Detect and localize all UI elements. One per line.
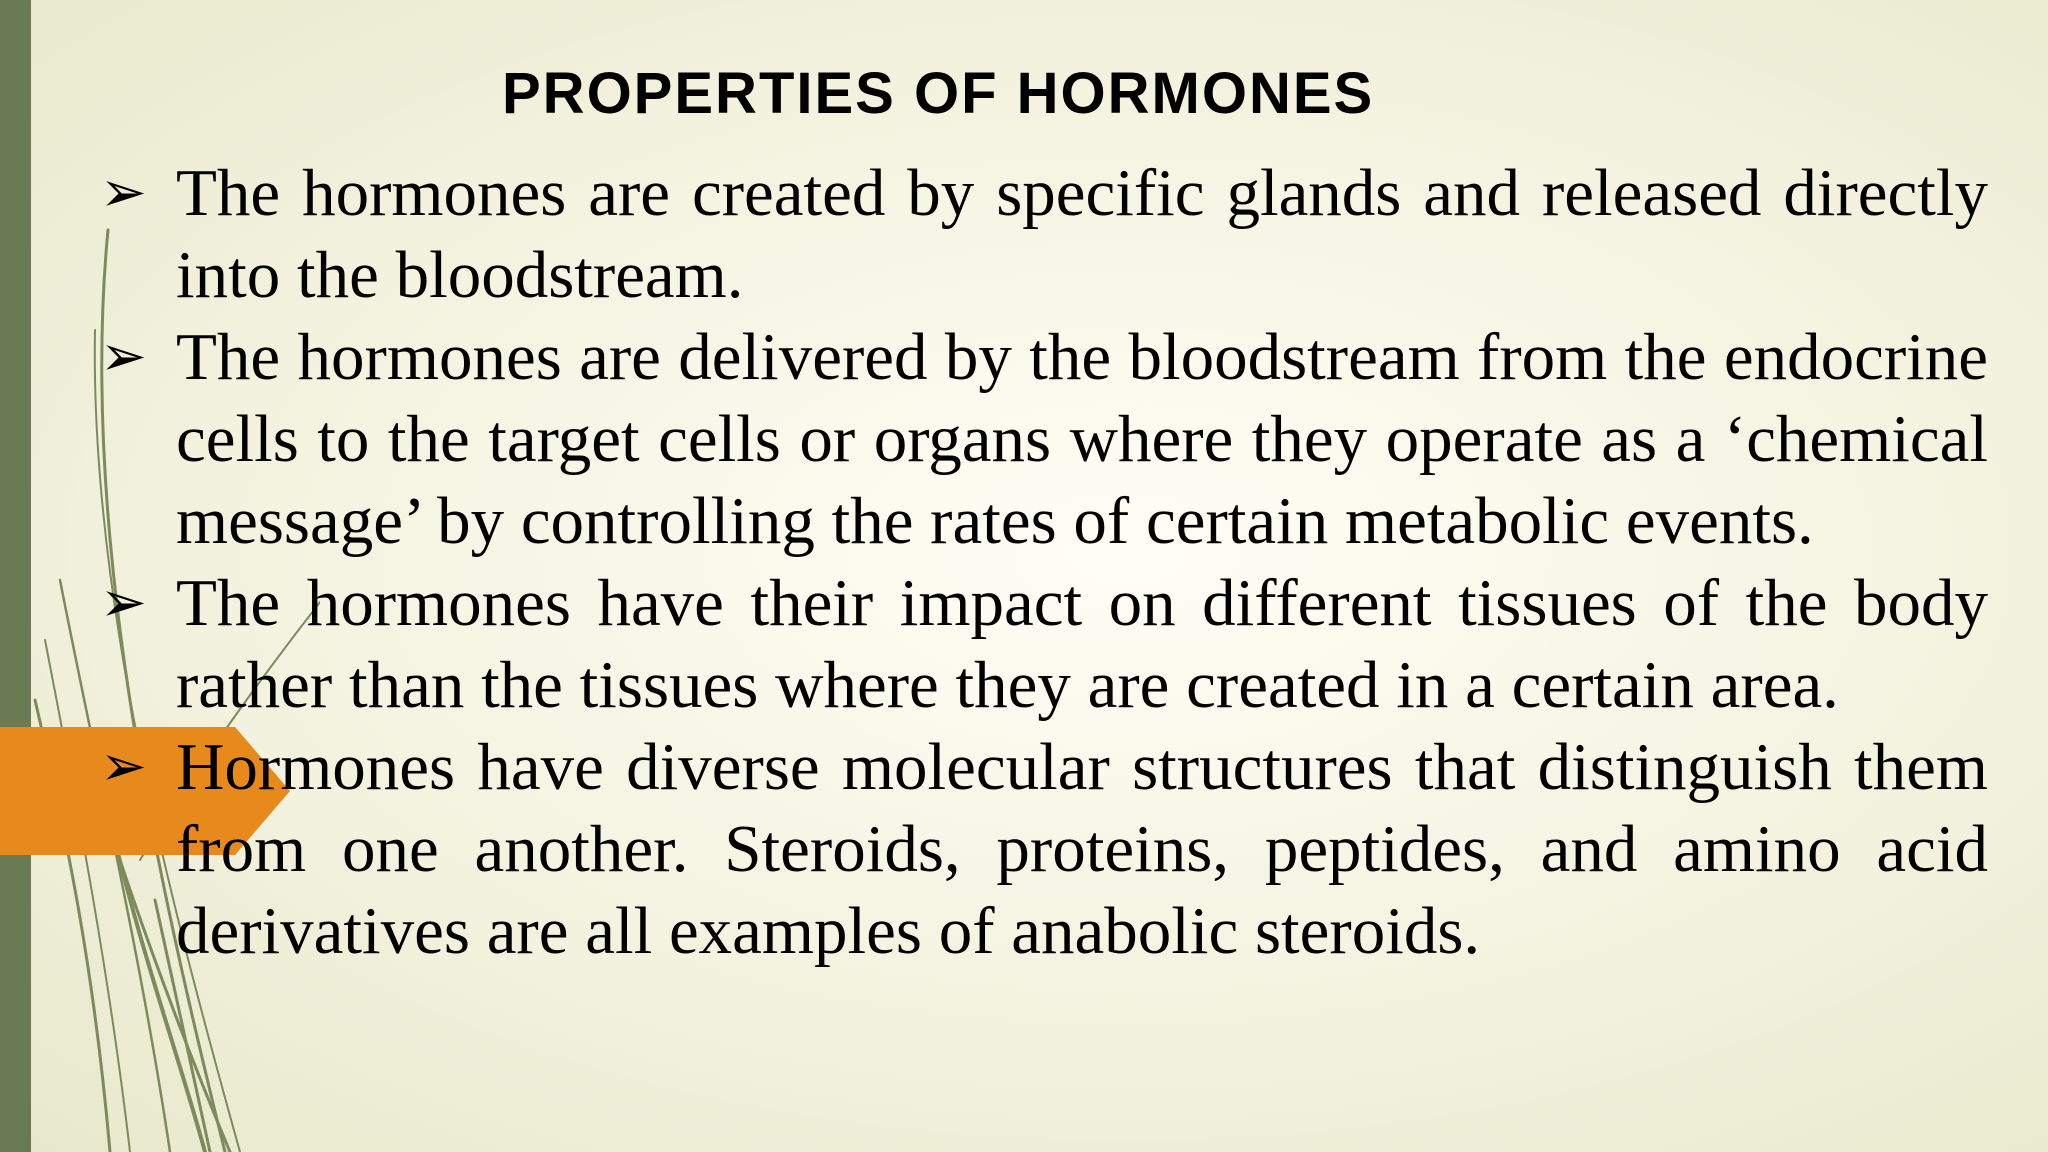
bullet-item-4 [100, 726, 1988, 972]
bullet-text: The hormones are created by specific glands and released directly into the bloodstream. [176, 156, 1988, 312]
bullet-text: The hormones are delivered by the bloodstream from the endocrine cells to the target cells or organs where they operate as a ‘chemical message’ by controlling the rates of certain metabolic events. [176, 320, 1988, 558]
bullet-item-1 [100, 152, 1988, 316]
bullet-list [100, 152, 1988, 972]
arrowhead-bullet-icon: ➢ [100, 734, 147, 799]
bullet-item-2 [100, 316, 1988, 562]
bullet-item-3 [100, 562, 1988, 726]
bullet-text: The hormones have their impact on different tissues of the body rather than the tissues where they are created in a certain area. [176, 566, 1988, 722]
slide-title: PROPERTIES OF HORMONES [502, 61, 1375, 126]
arrowhead-bullet-icon: ➢ [100, 324, 147, 389]
arrowhead-bullet-icon: ➢ [100, 160, 147, 225]
arrowhead-bullet-icon: ➢ [100, 570, 147, 635]
bullet-text: Hormones have diverse molecular structures that distinguish them from one another. Steroids, proteins, peptides, and amino acid derivatives are all examples of anabolic steroids. [176, 730, 1988, 968]
